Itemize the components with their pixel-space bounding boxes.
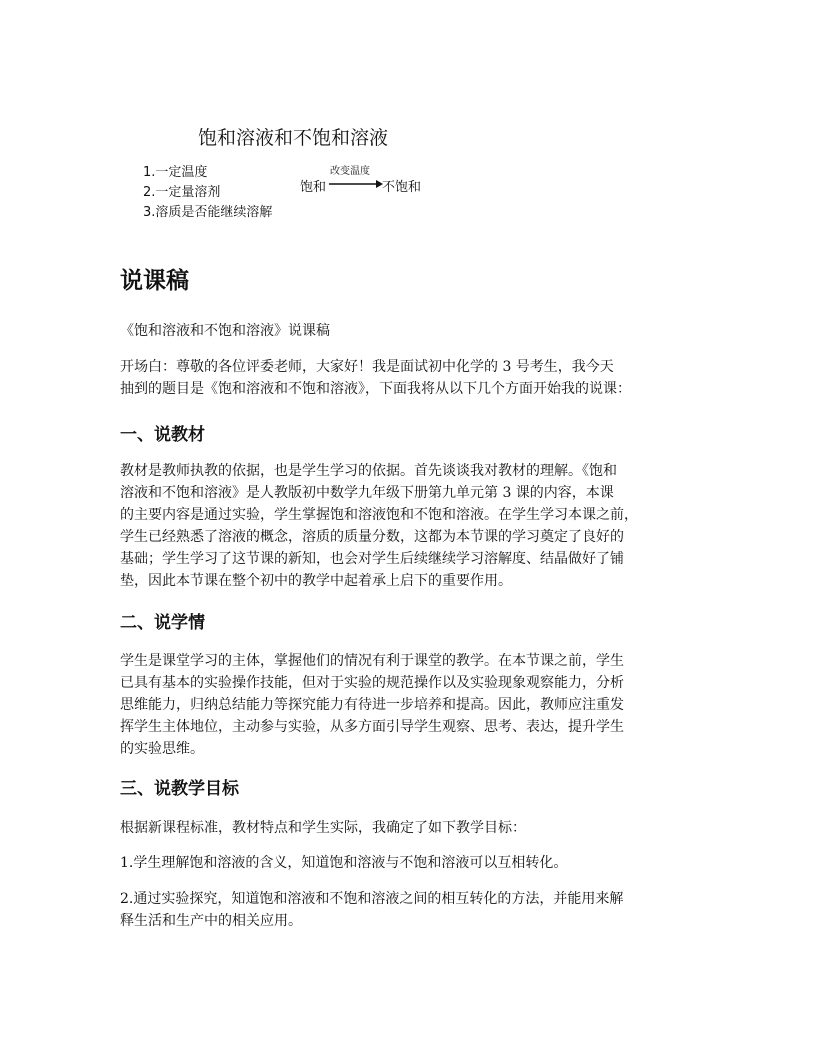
section-heading-students: 二、说学情 <box>120 613 205 633</box>
goals-intro <box>120 817 710 839</box>
paragraph-line: 根据新课程标准，教材特点和学生实际，我确定了如下教学目标： <box>120 820 526 836</box>
paragraph-line: 释生活和生产中的相关应用。 <box>120 913 302 929</box>
paragraph-line: 教材是教师执教的依据，也是学生学习的依据。首先谈谈我对教材的理解。《饱和 <box>120 463 617 479</box>
paragraph-line: 垫，因此本节课在整个初中的教学中起着承上启下的重要作用。 <box>120 573 512 589</box>
diagram-title: 饱和溶液和不饱和溶液 <box>198 127 389 149</box>
goal-item-1 <box>120 852 710 874</box>
condition-list <box>143 163 272 223</box>
paragraph-line: 的主要内容是通过实验，学生掌握饱和溶液饱和不饱和溶液。在学生学习本课之前， <box>120 507 638 523</box>
right-arrow-icon <box>328 176 384 192</box>
condition-item: 1.一定温度 <box>143 165 208 180</box>
paragraph-line: 溶液和不饱和溶液》是人教版初中数学九年级下册第九单元第 3 课的内容，本课 <box>120 485 614 501</box>
opening-paragraph <box>120 356 710 400</box>
section-heading-goals: 三、说教学目标 <box>120 779 239 799</box>
textbook-paragraph <box>120 460 710 592</box>
doc-title: 说课稿 <box>120 268 189 294</box>
condition-item: 3.溶质是否能继续溶解 <box>143 205 273 220</box>
students-paragraph <box>120 650 710 760</box>
paragraph-line: 挥学生主体地位，主动参与实验，从多方面引导学生观察、思考、表达，提升学生 <box>120 719 624 735</box>
paragraph-line: 2.通过实验探究，知道饱和溶液和不饱和溶液之间的相互转化的方法，并能用来解 <box>120 891 624 907</box>
paragraph-line: 的实验思维。 <box>120 741 204 757</box>
doc-subtitle: 《饱和溶液和不饱和溶液》说课稿 <box>120 323 330 339</box>
from-state: 饱和 <box>300 180 327 195</box>
paragraph-line: 已具有基本的实验操作技能，但对于实验的规范操作以及实验现象观察能力，分析 <box>120 675 624 691</box>
paragraph-line: 1.学生理解饱和溶液的含义，知道饱和溶液与不饱和溶液可以互相转化。 <box>120 855 568 871</box>
paragraph-line: 学生已经熟悉了溶液的概念，溶质的质量分数，这都为本节课的学习奠定了良好的 <box>120 529 624 545</box>
goal-item-2 <box>120 888 710 932</box>
paragraph-line: 基础；学生学习了这节课的新知，也会对学生后续继续学习溶解度、结晶做好了铺 <box>120 551 624 567</box>
paragraph-line: 开场白：尊敬的各位评委老师，大家好！我是面试初中化学的 3 号考生，我今天 <box>120 359 614 375</box>
paragraph-line: 思维能力，归纳总结能力等探究能力有待进一步培养和提高。因此，教师应注重发 <box>120 697 624 713</box>
arrow-label: 改变温度 <box>330 166 370 177</box>
paragraph-line: 学生是课堂学习的主体，掌握他们的情况有利于课堂的教学。在本节课之前，学生 <box>120 653 624 669</box>
conversion-diagram <box>300 162 430 198</box>
paragraph-line: 抽到的题目是《饱和溶液和不饱和溶液》，下面我将从以下几个方面开始我的说课： <box>120 381 631 397</box>
condition-item: 2.一定量溶剂 <box>143 185 221 200</box>
section-heading-textbook: 一、说教材 <box>120 425 205 445</box>
to-state: 不饱和 <box>382 180 422 195</box>
